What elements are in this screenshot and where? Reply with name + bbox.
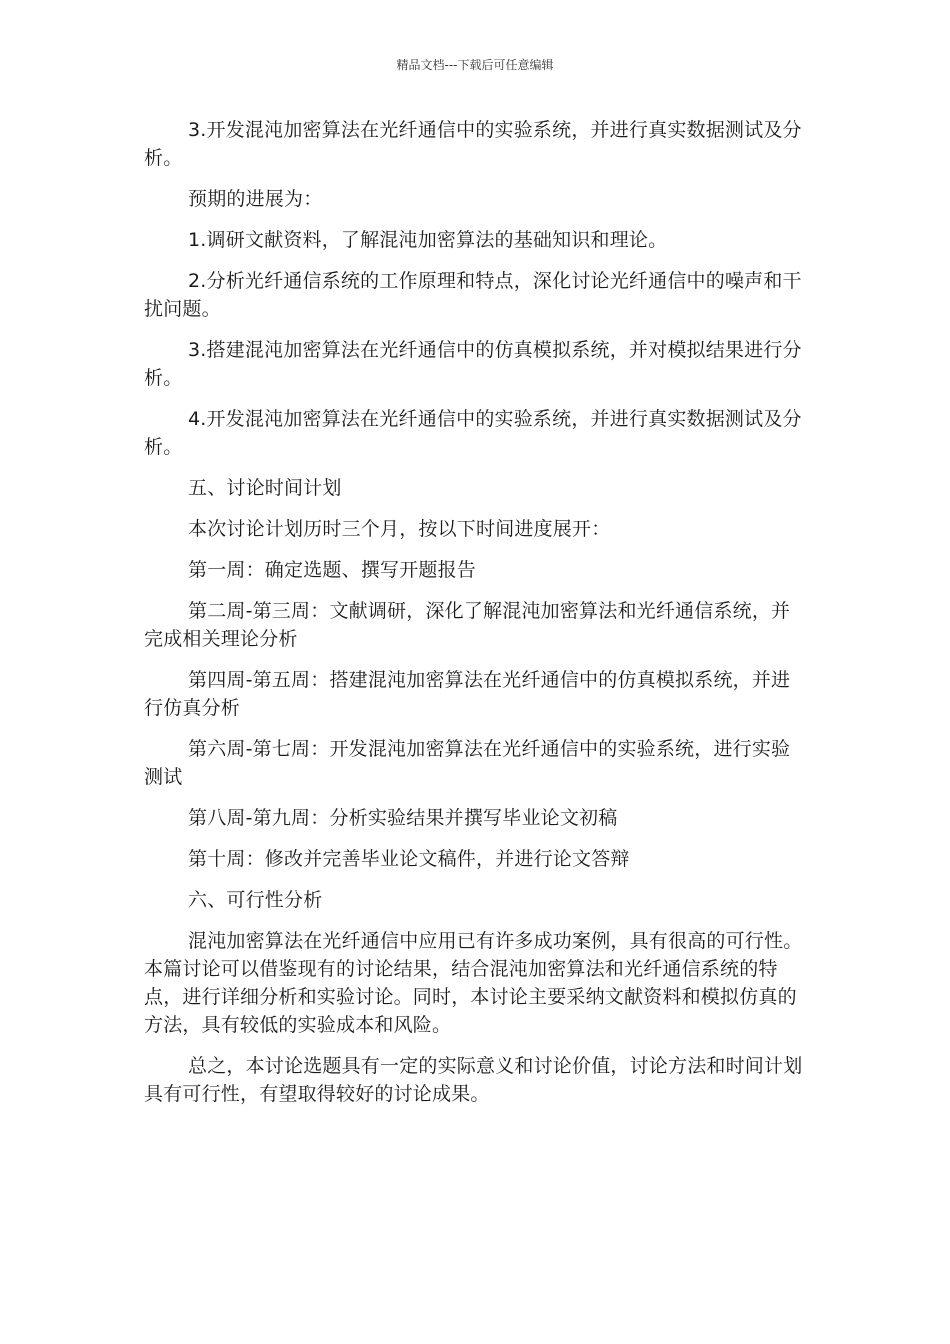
schedule-item-week-2-3: 第二周-第三周：文献调研，深化了解混沌加密算法和光纤通信系统，并完成相关理论分析 [144,600,791,650]
schedule-item-week-1: 第一周：确定选题、撰写开题报告 [188,559,477,581]
paragraph-expected-progress-heading: 预期的进展为： [188,188,323,210]
section-heading-schedule: 五、讨论时间计划 [188,477,342,499]
section-heading-feasibility: 六、可行性分析 [188,889,323,911]
page-header: 精品文档---下载后可任意编辑 [396,58,554,72]
paragraph-feasibility: 混沌加密算法在光纤通信中应用已有许多成功案例，具有很高的可行性。本篇讨论可以借鉴现有的讨论结果，结合混沌加密算法和光纤通信系统的特点，进行详细分析和实验讨论。同时，本讨论主要采纳文献资料和模拟仿真的方法，具有较低的实验成本和风险。 [144,930,803,1036]
schedule-item-week-4-5: 第四周-第五周：搭建混沌加密算法在光纤通信中的仿真模拟系统，并进行仿真分析 [144,669,791,719]
schedule-item-week-6-7: 第六周-第七周：开发混沌加密算法在光纤通信中的实验系统，进行实验测试 [144,738,791,788]
paragraph-conclusion: 总之，本讨论选题具有一定的实际意义和讨论价值，讨论方法和时间计划具有可行性，有望取得较好的讨论成果。 [144,1055,803,1105]
paragraph-progress-1: 1.调研文献资料，了解混沌加密算法的基础知识和理论。 [188,229,668,251]
schedule-item-week-8-9: 第八周-第九周：分析实验结果并撰写毕业论文初稿 [188,807,618,829]
paragraph-progress-2: 2.分析光纤通信系统的工作原理和特点，深化讨论光纤通信中的噪声和干扰问题。 [144,270,802,320]
paragraph-progress-3: 3.搭建混沌加密算法在光纤通信中的仿真模拟系统，并对模拟结果进行分析。 [144,339,802,389]
paragraph-schedule-intro: 本次讨论计划历时三个月，按以下时间进度展开： [188,518,611,540]
paragraph-progress-4: 4.开发混沌加密算法在光纤通信中的实验系统，并进行真实数据测试及分析。 [144,408,802,458]
paragraph-objective-3: 3.开发混沌加密算法在光纤通信中的实验系统，并进行真实数据测试及分析。 [144,119,802,169]
document-body [144,116,808,1121]
schedule-item-week-10: 第十周：修改并完善毕业论文稿件，并进行论文答辩 [188,848,630,870]
